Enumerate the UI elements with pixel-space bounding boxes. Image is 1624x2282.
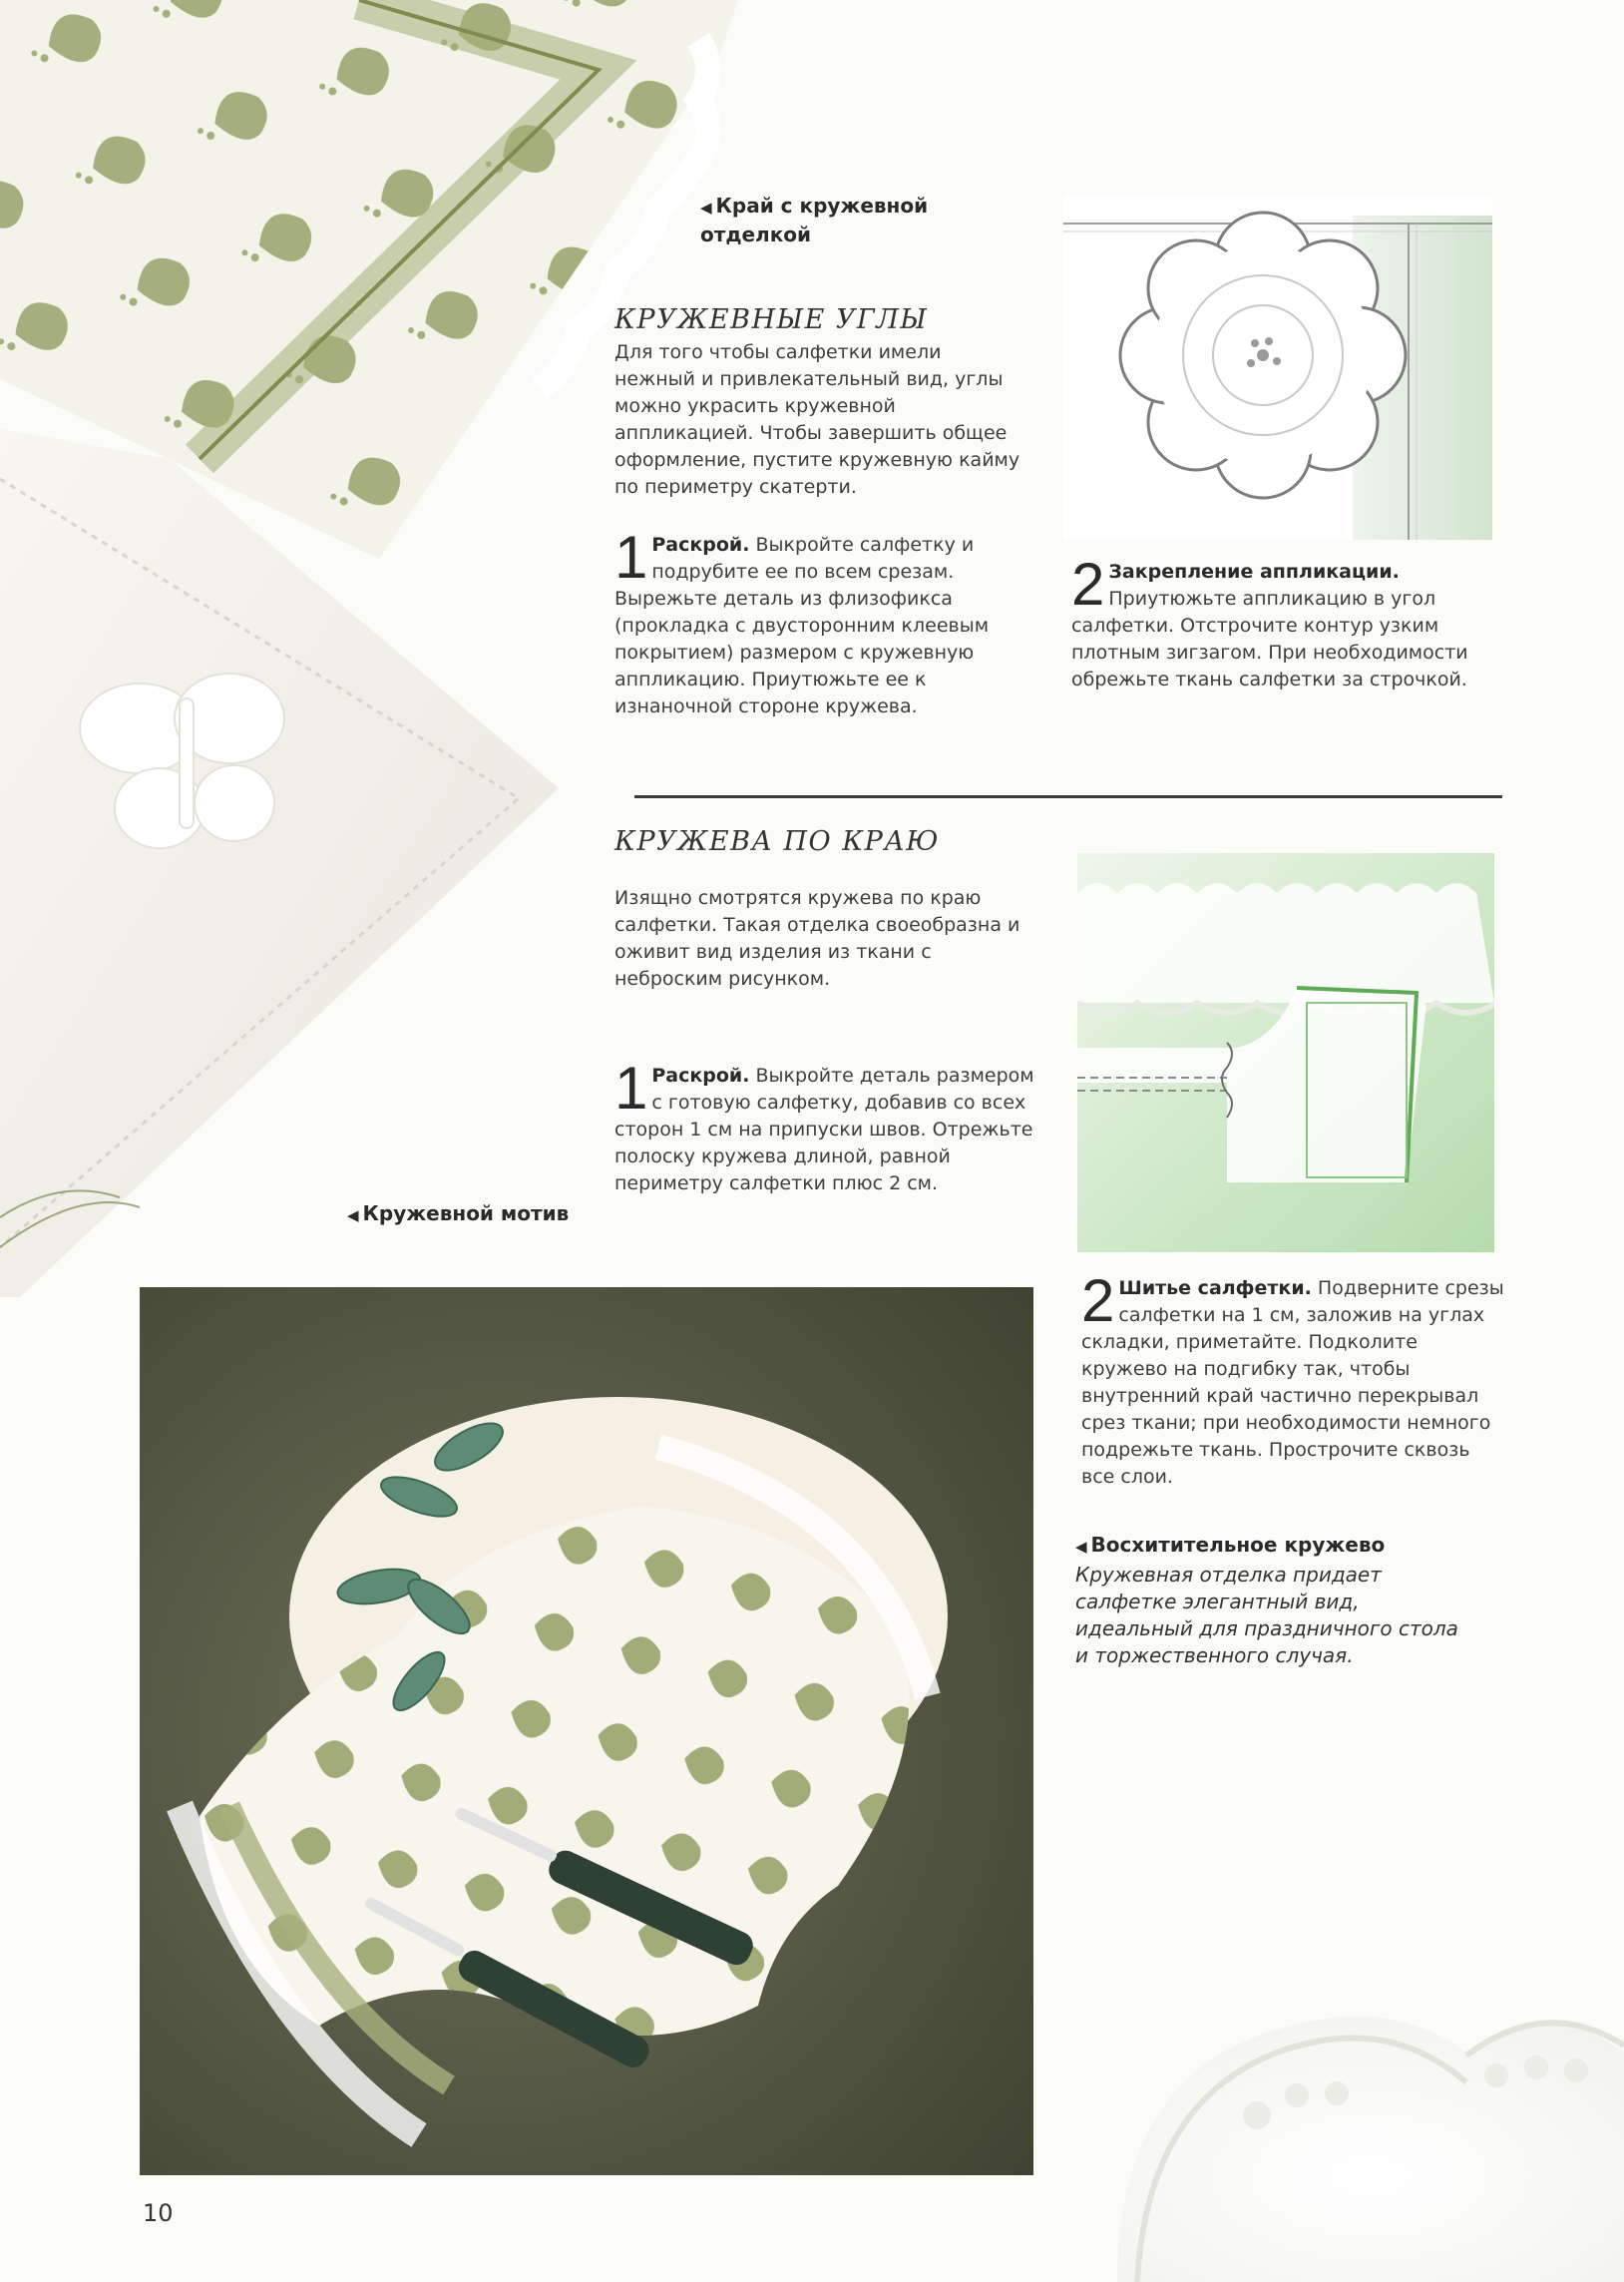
section-divider	[634, 795, 1502, 798]
step-number: 2	[1071, 551, 1105, 618]
caption-delightful-lace-text: Кружевная отделка придает салфетке элегантный вид, идеальный для праздничного стола и торжественного случая.	[1075, 1563, 1458, 1667]
photo-napkin-with-ring	[140, 1287, 1033, 2175]
lace-closeup-illustration	[1057, 1776, 1624, 2282]
intro-lace-edge: Изящно смотрятся кружева по краю салфетки. Такая отделка своеобразна и оживит вид изделия из ткани с неброским рисунком.	[614, 887, 1020, 990]
step-number: 2	[1081, 1267, 1115, 1334]
arrow-left-icon: ◀	[1075, 1538, 1087, 1556]
step1-lace-corners	[614, 524, 1037, 720]
step-title: Раскрой.	[651, 534, 750, 556]
napkin-ring-photo-illustration	[140, 1287, 1033, 2175]
step-text: Приутюжьте аппликацию в угол салфетки. Отстрочите контур узким плотным зигзагом. При необходимости обрежьте ткань салфетки за строчкой.	[1071, 588, 1468, 690]
step-text: Выкройте салфетку и подрубите ее по всем срезам. Вырежьте деталь из флизофикса (прокладка с двусторонним клеевым покрытием) размером с кружевную аппликацию. Приутюжьте ее к изнаночной стороне кружева.	[614, 534, 990, 717]
step1-lace-edge	[614, 1055, 1037, 1197]
step2-lace-edge	[1081, 1267, 1504, 1491]
step-number: 1	[614, 1055, 648, 1122]
caption-lace-edge-trim: ◀ Край с кружевной отделкой	[700, 194, 929, 246]
step-title: Раскрой.	[651, 1065, 750, 1087]
heading-lace-corners: КРУЖЕВНЫЕ УГЛЫ	[614, 304, 929, 335]
flower-applique-drawing	[1063, 196, 1492, 540]
caption-delightful-lace-title: ◀ Восхитительное кружево	[1075, 1533, 1386, 1557]
photo-lace-closeup	[1057, 1776, 1624, 2282]
step-text: Подверните срезы салфетки на 1 см, заложив на углах складки, приметайте. Подколите кружево на подгибку так, чтобы внутренний край частично перекрывал срез ткани; при необходимости немного подрежьте ткань. Прострочите сквозь все слои.	[1081, 1277, 1504, 1488]
lace-edge-drawing	[1077, 853, 1494, 1252]
caption-lace-motif: ◀ Кружевной мотив	[347, 1201, 570, 1225]
intro-lace-corners: Для того чтобы салфетки имели нежный и привлекательный вид, углы можно украсить кружевной аппликацией. Чтобы завершить общее оформление, пустите кружевную кайму по периметру скатерти.	[614, 341, 1020, 498]
page-number: 10	[143, 2199, 174, 2227]
arrow-left-icon: ◀	[347, 1206, 359, 1224]
arrow-left-icon: ◀	[700, 199, 712, 217]
illustration-flower-applique	[1063, 196, 1492, 540]
step-text: Выкройте деталь размером с готовую салфетку, добавив со всех сторон 1 см на припуски швов. Отрежьте полоску кружева длиной, равной периметру салфетки плюс 2 см.	[614, 1065, 1034, 1194]
step-title: Закрепление аппликации.	[1108, 561, 1400, 583]
step-number: 1	[614, 524, 648, 591]
illustration-lace-edge	[1077, 853, 1494, 1252]
step-title: Шитье салфетки.	[1118, 1277, 1312, 1299]
step2-lace-corners	[1071, 551, 1498, 693]
heading-lace-edge: КРУЖЕВА ПО КРАЮ	[614, 826, 940, 857]
